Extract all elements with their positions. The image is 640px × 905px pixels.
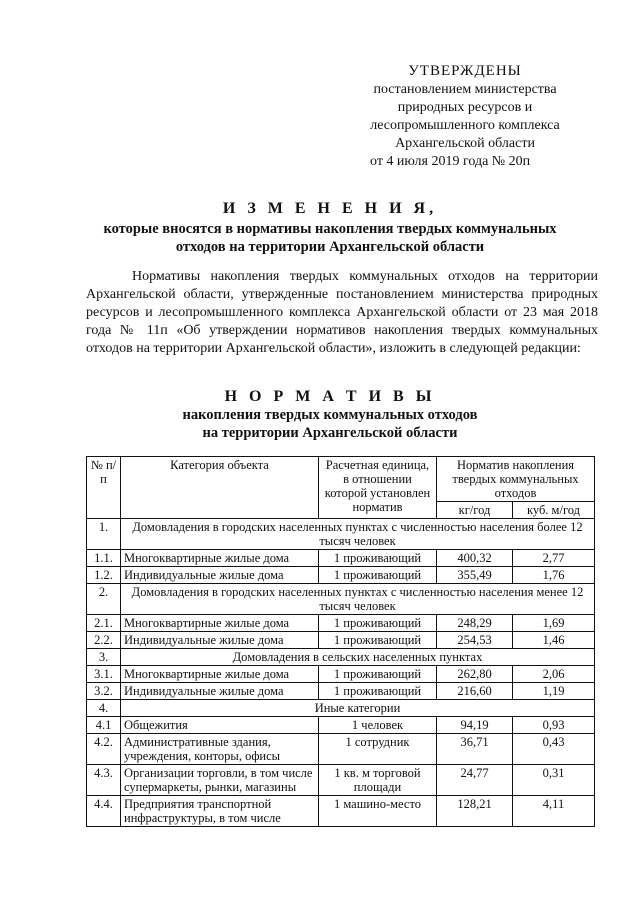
row-m3: 0,43 xyxy=(513,734,595,765)
row-unit: 1 проживающий xyxy=(319,550,437,567)
row-num: 3.2. xyxy=(87,683,121,700)
table-row xyxy=(87,796,595,827)
row-num: 1.1. xyxy=(87,550,121,567)
row-m3: 1,76 xyxy=(513,567,595,584)
row-num: 4. xyxy=(87,700,121,717)
norms-title: Н О Р М А Т И В Ы xyxy=(224,388,436,405)
norms-subtitle xyxy=(60,406,600,442)
body-paragraph: Нормативы накопления твердых коммунальных отходов на территории Архангельской области, утвержденные постановлением министерства природных ресурсов и лесопромышленного комплекса Архангельской области от 23 мая 2018 года № 11п «Об утверждении нормативов накопления твердых коммунальных отходов на территории Архангельской области», изложить в следующей редакции: xyxy=(86,269,598,356)
row-category: Индивидуальные жилые дома xyxy=(121,567,319,584)
row-num: 2. xyxy=(87,584,121,615)
table-row xyxy=(87,717,595,734)
row-num: 2.1. xyxy=(87,615,121,632)
row-kg: 216,60 xyxy=(437,683,513,700)
row-num: 4.3. xyxy=(87,765,121,796)
header-num: № п/п xyxy=(87,457,121,519)
table-row xyxy=(87,734,595,765)
row-m3: 0,31 xyxy=(513,765,595,796)
row-num: 1. xyxy=(87,519,121,550)
table-section-row xyxy=(87,519,595,550)
table-row xyxy=(87,550,595,567)
row-num: 4.2. xyxy=(87,734,121,765)
row-m3: 1,46 xyxy=(513,632,595,649)
approval-line: постановлением министерства xyxy=(373,82,557,97)
table-row xyxy=(87,666,595,683)
section-title: Иные категории xyxy=(121,700,595,717)
row-kg: 355,49 xyxy=(437,567,513,584)
table-row xyxy=(87,632,595,649)
row-kg: 248,29 xyxy=(437,615,513,632)
table-body xyxy=(87,519,595,827)
header-category: Категория объекта xyxy=(121,457,319,519)
row-category: Общежития xyxy=(121,717,319,734)
subtitle-line: отходов на территории Архангельской области xyxy=(175,239,485,255)
table-row xyxy=(87,615,595,632)
row-unit: 1 проживающий xyxy=(319,683,437,700)
row-m3: 2,77 xyxy=(513,550,595,567)
approval-line: природных ресурсов и xyxy=(397,100,533,115)
row-unit: 1 проживающий xyxy=(319,615,437,632)
row-category: Предприятия транспортной инфраструктуры, в том числе xyxy=(121,796,319,827)
norms-subtitle-line: на территории Архангельской области xyxy=(202,425,458,441)
section-title: Домовладения в городских населенных пунктах с численностью населения более 12 тысяч человек xyxy=(121,519,595,550)
row-category: Организации торговли, в том числе супермаркеты, рынки, магазины xyxy=(121,765,319,796)
document-subtitle xyxy=(60,220,600,256)
table-row xyxy=(87,683,595,700)
table-section-row xyxy=(87,584,595,615)
row-kg: 262,80 xyxy=(437,666,513,683)
row-kg: 128,21 xyxy=(437,796,513,827)
approval-block xyxy=(360,62,570,171)
row-category: Индивидуальные жилые дома xyxy=(121,632,319,649)
header-norm: Норматив накопления твердых коммунальных отходов xyxy=(437,457,595,502)
table-section-row xyxy=(87,700,595,717)
row-unit: 1 человек xyxy=(319,717,437,734)
header-m3: куб. м/год xyxy=(513,502,595,519)
row-num: 4.4. xyxy=(87,796,121,827)
row-kg: 94,19 xyxy=(437,717,513,734)
subtitle-line: которые вносятся в нормативы накопления твердых коммунальных xyxy=(103,221,557,237)
header-unit: Расчетная единица, в отношении которой установлен норматив xyxy=(319,457,437,519)
approval-heading: УТВЕРЖДЕНЫ xyxy=(408,63,522,79)
header-kg: кг/год xyxy=(437,502,513,519)
row-kg: 36,71 xyxy=(437,734,513,765)
row-category: Многоквартирные жилые дома xyxy=(121,666,319,683)
row-m3: 2,06 xyxy=(513,666,595,683)
approval-line: Архангельской области xyxy=(395,136,535,151)
row-unit: 1 сотрудник xyxy=(319,734,437,765)
table-section-row xyxy=(87,649,595,666)
norms-subtitle-line: накопления твердых коммунальных отходов xyxy=(182,407,478,423)
row-unit: 1 проживающий xyxy=(319,632,437,649)
norms-table xyxy=(86,456,595,827)
table-row xyxy=(87,765,595,796)
row-m3: 1,69 xyxy=(513,615,595,632)
approval-line: лесопромышленного комплекса xyxy=(370,118,560,133)
document-title: И З М Е Н Е Н И Я, xyxy=(222,200,438,217)
row-num: 3.1. xyxy=(87,666,121,683)
row-m3: 1,19 xyxy=(513,683,595,700)
section-title: Домовладения в городских населенных пунктах с численностью населения менее 12 тысяч человек xyxy=(121,584,595,615)
row-num: 4.1 xyxy=(87,717,121,734)
row-kg: 24,77 xyxy=(437,765,513,796)
row-unit: 1 кв. м торговой площади xyxy=(319,765,437,796)
row-num: 1.2. xyxy=(87,567,121,584)
row-m3: 4,11 xyxy=(513,796,595,827)
section-title: Домовладения в сельских населенных пунктах xyxy=(121,649,595,666)
row-kg: 400,32 xyxy=(437,550,513,567)
row-num: 2.2. xyxy=(87,632,121,649)
row-m3: 0,93 xyxy=(513,717,595,734)
row-unit: 1 машино-место xyxy=(319,796,437,827)
row-category: Многоквартирные жилые дома xyxy=(121,550,319,567)
row-unit: 1 проживающий xyxy=(319,666,437,683)
table-row xyxy=(87,567,595,584)
row-category: Административные здания, учреждения, конторы, офисы xyxy=(121,734,319,765)
row-kg: 254,53 xyxy=(437,632,513,649)
row-category: Многоквартирные жилые дома xyxy=(121,615,319,632)
approval-date: от 4 июля 2019 года № 20п xyxy=(370,154,531,169)
row-category: Индивидуальные жилые дома xyxy=(121,683,319,700)
row-unit: 1 проживающий xyxy=(319,567,437,584)
row-num: 3. xyxy=(87,649,121,666)
